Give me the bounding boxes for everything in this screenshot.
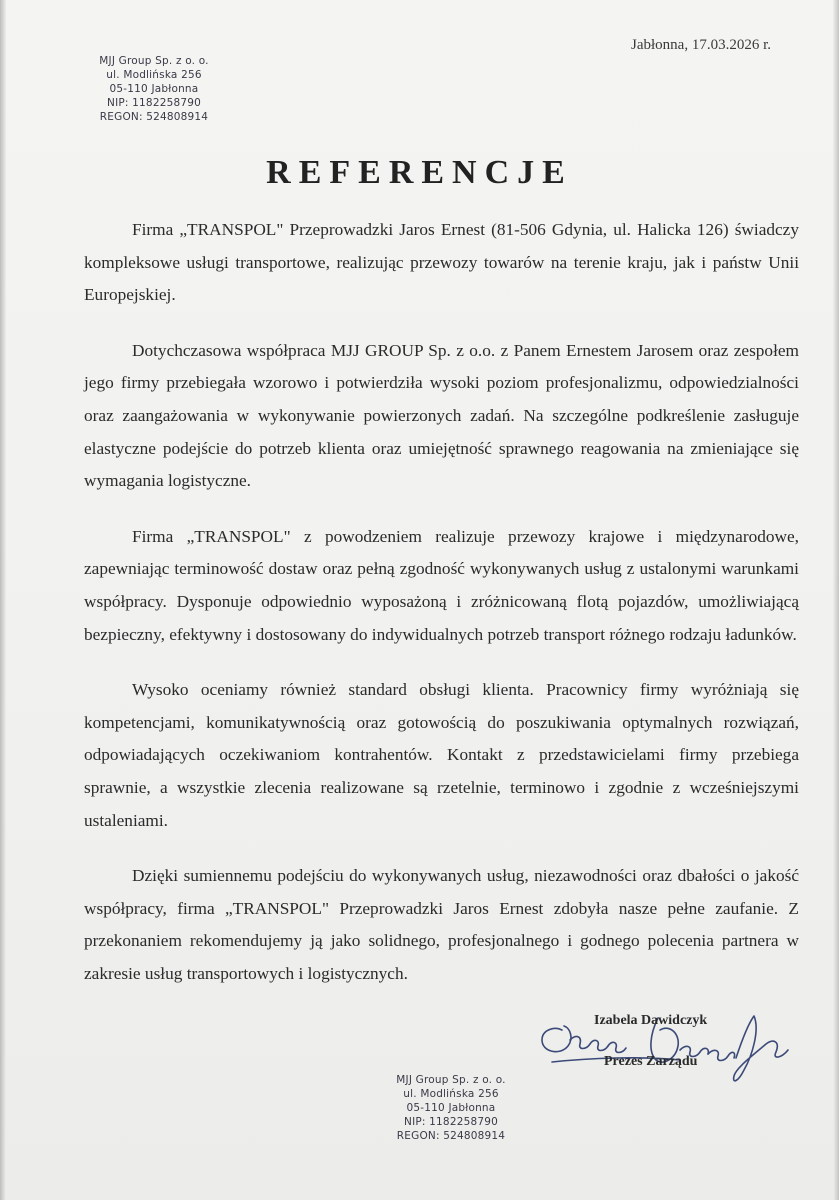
stamp-regon: REGON: 524808914 [396, 1130, 506, 1142]
stamp-nip: NIP: 1182258790 [107, 97, 201, 109]
document-title: REFERENCJE [266, 154, 573, 191]
stamp-nip: NIP: 1182258790 [404, 1116, 498, 1128]
stamp-street: ul. Modlińska 256 [403, 1088, 499, 1100]
stamp-city: 05-110 Jabłonna [109, 83, 199, 95]
letter-body [84, 214, 799, 1013]
place-and-date: Jabłonna, 17.03.2026 r. [631, 37, 771, 53]
paragraph-3: Firma „TRANSPOL" z powodzeniem realizuje przewozy krajowe i międzynarodowe, zapewniając terminowość dostaw oraz pełną zgodność wykonywanych usług z ustalonymi warunkami współpracy. Dysponuje odpowiednio wyposażoną i zróżnicowaną flotą pojazdów, umożliwiającą bezpieczny, efektywny i dostosowany do indywidualnych potrzeb transport różnego rodzaju ładunków. [84, 526, 799, 644]
paragraph-5: Dzięki sumiennemu podejściu do wykonywanych usług, niezawodności oraz dbałości o jakość współpracy, firma „TRANSPOL" Przeprowadzki Jaros Ernest zdobyła nasze pełne zaufanie. Z przekonaniem rekomendujemy ją jako solidnego, profesjonalnego i godnego polecenia partnera w zakresie usług transportowych i logistycznych. [84, 866, 799, 983]
company-stamp-bottom [376, 1073, 526, 1143]
stamp-regon: REGON: 524808914 [99, 111, 209, 123]
signatory-role: Prezes Zarządu [604, 1054, 698, 1069]
stamp-company-name: MJJ Group Sp. z o. o. [99, 55, 209, 67]
stamp-city: 05-110 Jabłonna [406, 1102, 496, 1114]
paragraph-4: Wysoko oceniamy również standard obsługi klienta. Pracownicy firmy wyróżniają się kompetencjami, komunikatywnością oraz gotowością do poszukiwania optymalnych rozwiązań, odpowiadających oczekiwaniom kontrahentów. Kontakt z przedstawicielami firmy przebiega sprawnie, a wszystkie zlecenia realizowane są rzetelnie, terminowo i zgodnie z wcześniejszymi ustaleniami. [84, 680, 799, 830]
signatory-name: Izabela Dawidczyk [594, 1013, 708, 1028]
stamp-company-name: MJJ Group Sp. z o. o. [396, 1074, 506, 1086]
stamp-street: ul. Modlińska 256 [106, 69, 202, 81]
paragraph-2: Dotychczasowa współpraca MJJ GROUP Sp. z o.o. z Panem Ernestem Jarosem oraz zespołem jego firmy przebiegała wzorowo i potwierdziła wysoki poziom profesjonalizmu, odpowiedzialności oraz zaangażowania w wykonywanie powierzonych zadań. Na szczególne podkreślenie zasługuje elastyczne podejście do potrzeb klienta oraz umiejętność sprawnego reagowania na zmieniające się wymagania logistyczne. [84, 340, 799, 491]
paragraph-1: Firma „TRANSPOL" Przeprowadzki Jaros Ernest (81-506 Gdynia, ul. Halicka 126) świadczy kompleksowe usługi transportowe, realizując przewozy towarów na terenie kraju, jak i państw Unii Europejskiej. [84, 220, 799, 305]
company-stamp-top [78, 54, 230, 124]
